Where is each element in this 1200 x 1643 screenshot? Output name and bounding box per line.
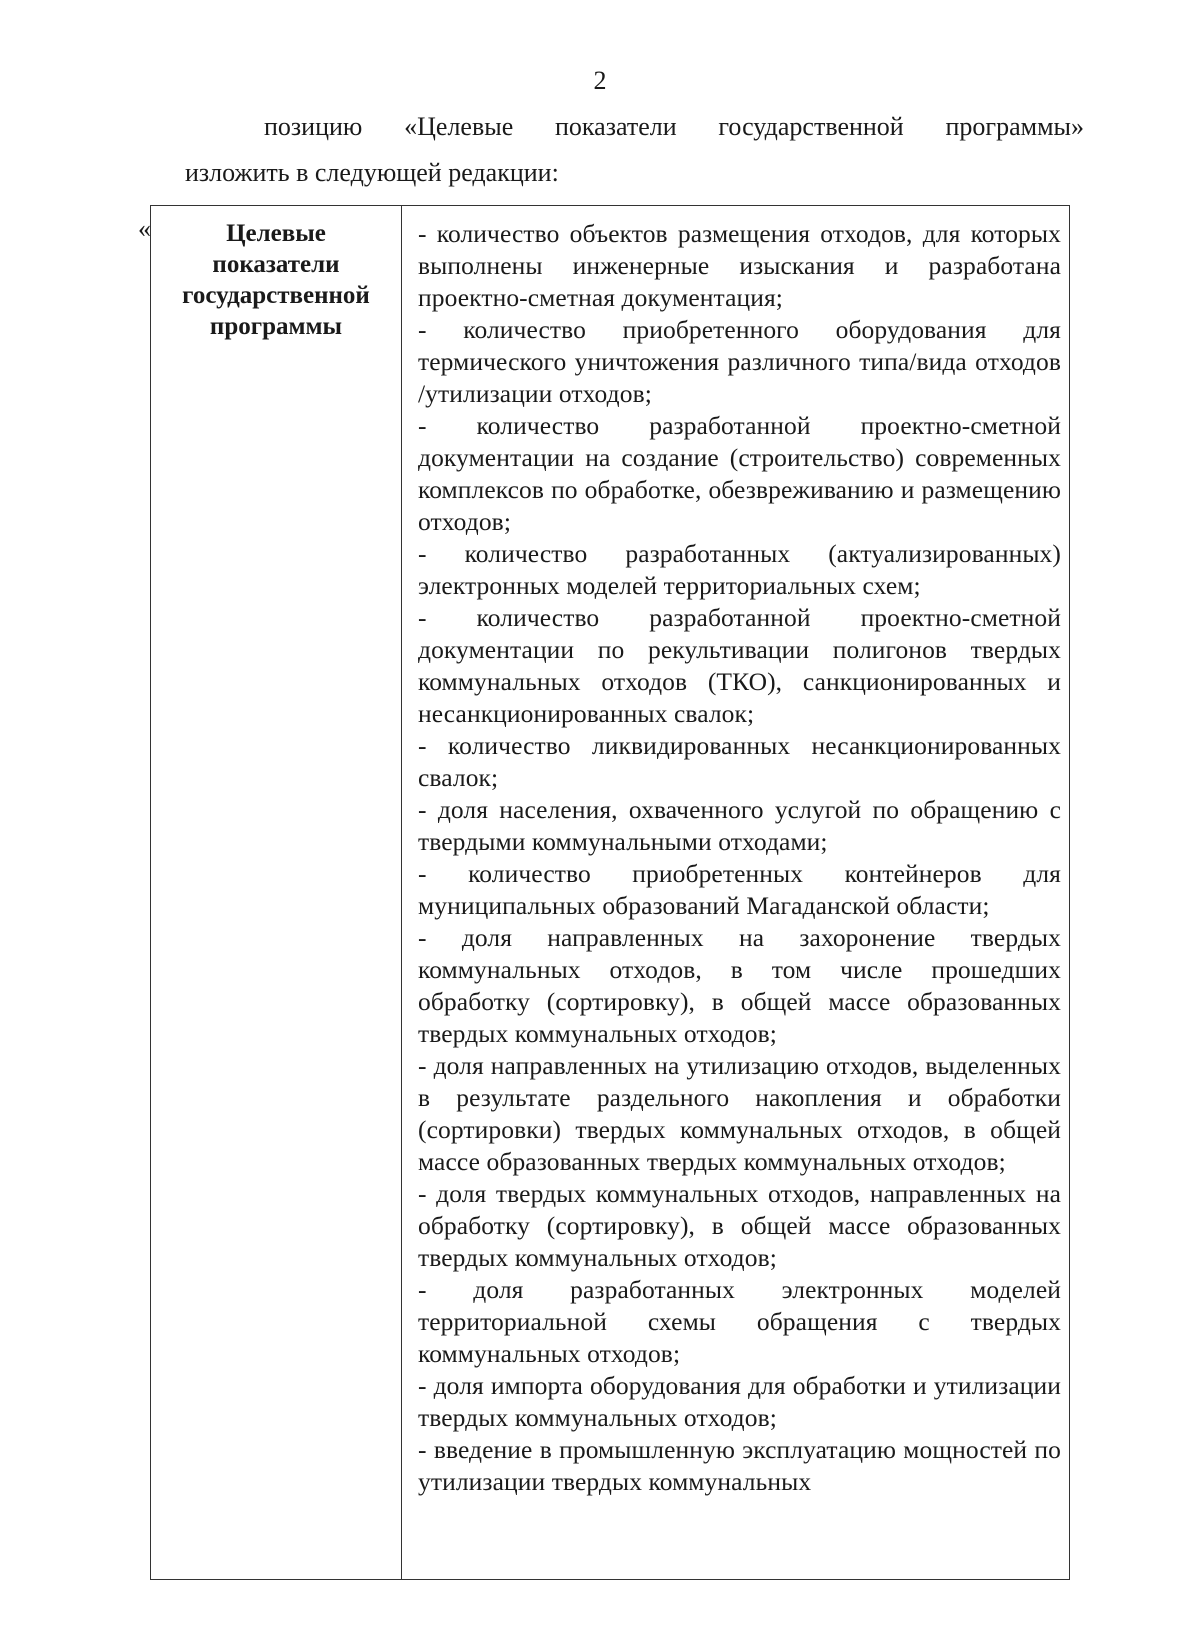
table-label-cell xyxy=(151,206,402,1579)
indicator-item: - количество приобретенных контейнеров для муниципальных образований Магаданской области; xyxy=(418,859,1061,920)
indicators-table xyxy=(150,205,1070,1580)
intro-text-line-2: изложить в следующей редакции: xyxy=(185,158,559,187)
indicator-item: - количество приобретенного оборудования для термического уничтожения различного типа/вида отходов /утилизации отходов; xyxy=(418,315,1061,408)
indicator-item: - доля направленных на утилизацию отходов, выделенных в результате раздельного накопления и обработки (сортировки) твердых коммунальных отходов, в общей массе образованных твердых коммунальных отходов; xyxy=(418,1051,1061,1176)
opening-quote-mark: « xyxy=(138,214,151,243)
indicator-item: - доля населения, охваченного услугой по обращению с твердыми коммунальными отходами; xyxy=(418,795,1061,856)
indicator-item: - количество разработанных (актуализированных) электронных моделей территориальных схем; xyxy=(418,539,1061,600)
label-line: программы xyxy=(209,313,343,340)
label-line: государственной xyxy=(182,282,370,309)
indicator-item: - доля импорта оборудования для обработки и утилизации твердых коммунальных отходов; xyxy=(418,1371,1061,1432)
indicator-item: - количество разработанной проектно-сметной документации на создание (строительство) современных комплексов по обработке, обезвреживанию и размещению отходов; xyxy=(418,411,1061,536)
indicator-item: - количество ликвидированных несанкционированных свалок; xyxy=(418,731,1061,792)
indicator-item: - доля направленных на захоронение твердых коммунальных отходов, в том числе прошедших обработку (сортировку), в общей массе образованных твердых коммунальных отходов; xyxy=(418,923,1061,1048)
indicator-item: - доля разработанных электронных моделей территориальной схемы обращения с твердых коммунальных отходов; xyxy=(418,1275,1061,1368)
indicator-item: - доля твердых коммунальных отходов, направленных на обработку (сортировку), в общей массе образованных твердых коммунальных отходов; xyxy=(418,1179,1061,1272)
table-content-cell xyxy=(402,206,1069,1579)
indicator-item: - введение в промышленную эксплуатацию мощностей по утилизации твердых коммунальных xyxy=(418,1435,1061,1496)
label-line: показатели xyxy=(212,251,340,278)
page-number: 2 xyxy=(593,66,607,95)
indicator-item: - количество объектов размещения отходов, для которых выполнены инженерные изыскания и разработана проектно-сметная документация; xyxy=(418,219,1061,312)
label-line: Целевые xyxy=(226,220,326,247)
intro-text-line-1: позицию «Целевые показатели государственной программы» xyxy=(264,112,1084,141)
indicator-item: - количество разработанной проектно-сметной документации по рекультивации полигонов твердых коммунальных отходов (ТКО), санкционированных и несанкционированных свалок; xyxy=(418,603,1061,728)
